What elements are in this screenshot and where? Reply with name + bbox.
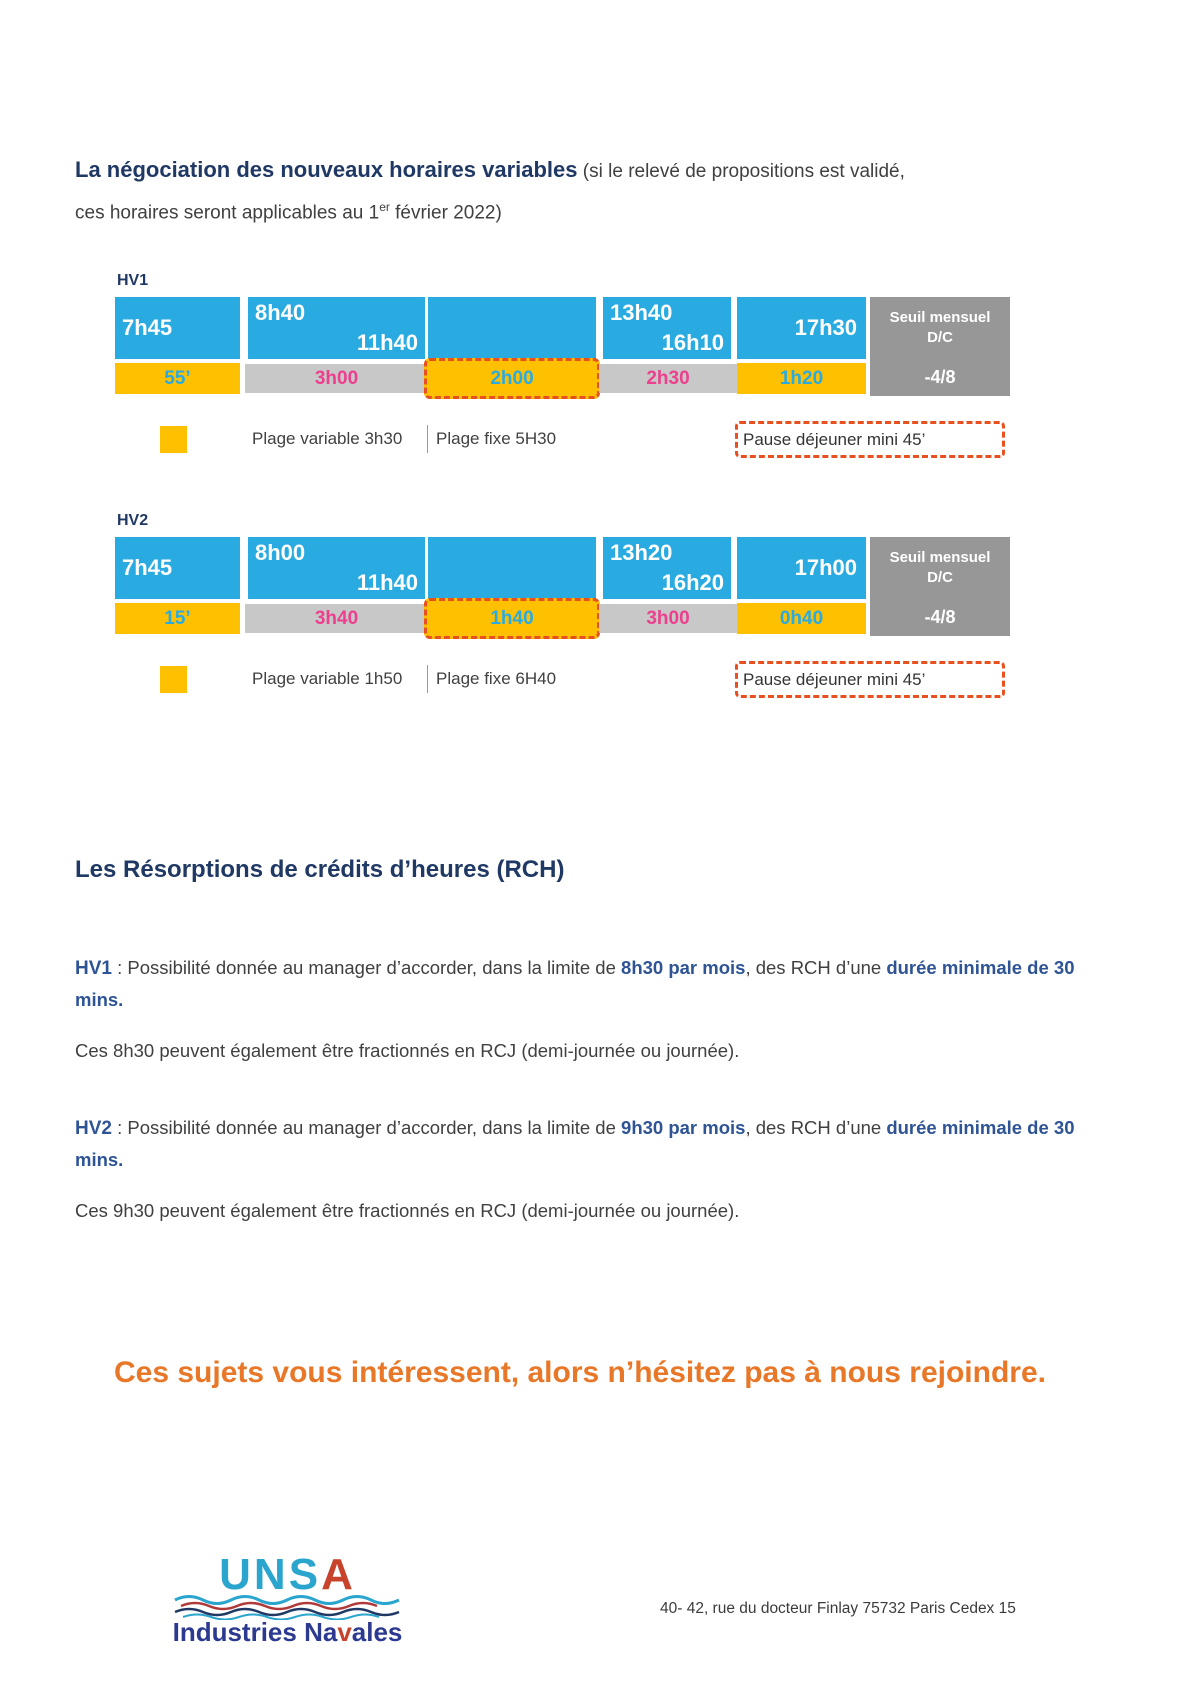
logo-letter-s: S [288, 1550, 322, 1599]
hv2-segment-evening-variable [737, 537, 866, 599]
call-to-action: Ces sujets vous intéressent, alors n’hésitez pas à nous rejoindre. [114, 1356, 1046, 1389]
hv1-legend-fixed: Plage fixe 5H30 [436, 429, 557, 448]
hv2-legend-fixed: Plage fixe 6H40 [436, 669, 557, 688]
hv2-lunch-break-callout: Pause déjeuner mini 45’ [735, 661, 1005, 698]
hv1-threshold-line2: D/C [927, 329, 953, 346]
logo-subtitle-a: Industries Na [172, 1617, 338, 1647]
hv1-duration-fixed-morning: 3h00 [245, 364, 428, 393]
logo-letter-u: U [219, 1550, 254, 1599]
hv2-duration-fixed-afternoon: 3h00 [599, 604, 737, 633]
hv1-duration-variable-morning: 55’ [115, 363, 240, 394]
rch-hv2-text-b: , des RCH d’une [745, 1117, 887, 1138]
logo-letter-n: N [253, 1550, 289, 1599]
hv1-monthly-threshold-box [870, 297, 1010, 396]
hv2-monthly-threshold-box [870, 537, 1010, 636]
rch-hv1-text-a: Possibilité donnée au manager d’accorder, dans la limite de [127, 957, 622, 978]
hv2-variable-range-swatch-icon [160, 666, 187, 693]
rch-hv2-text-a: Possibilité donnée au manager d’accorder, dans la limite de [127, 1117, 622, 1138]
hv1-threshold-value: -4/8 [924, 367, 956, 387]
hv2-segment-morning-variable [115, 537, 240, 599]
hv2-threshold-value: -4/8 [924, 607, 956, 627]
rch-hv1-limit: 8h30 par mois [621, 957, 746, 978]
hv1-variable-range-swatch-icon [160, 426, 187, 453]
unsa-logo [165, 1552, 410, 1648]
footer-address: 40- 42, rue du docteur Finlay 75732 Paris Cedex 15 [660, 1600, 1016, 1617]
hv2-threshold-title [870, 537, 1010, 599]
hv1-duration-lunch-window: 2h00 [424, 358, 600, 399]
hv2-threshold-line2: D/C [927, 569, 953, 586]
hv2-duration-lunch-window: 1h40 [424, 598, 600, 639]
title-line-2 [75, 190, 1075, 230]
subtitle-text-a: ces horaires seront applicables au 1 [75, 202, 380, 224]
hv2-duration-variable-evening: 0h40 [737, 603, 866, 634]
title-line-1 [75, 152, 1075, 190]
hv1-segment-afternoon-fixed [603, 297, 731, 359]
hv1-duration-fixed-afternoon: 2h30 [599, 364, 737, 393]
title-main: La négociation des nouveaux horaires variables [75, 157, 578, 182]
rch-hv2-separator: : [111, 1117, 128, 1138]
hv1-time-0745: 7h45 [122, 315, 173, 340]
hv1-time-1730: 17h30 [794, 315, 857, 340]
hv2-time-0800: 8h00 [255, 540, 306, 565]
hv2-time-1320: 13h20 [610, 540, 673, 565]
logo-subtitle-v: v [337, 1617, 352, 1647]
hv1-legend-variable: Plage variable 3h30 [252, 429, 403, 448]
hv2-legend-variable: Plage variable 1h50 [252, 669, 403, 688]
hv1-threshold-line1: Seuil mensuel [889, 309, 991, 326]
hv1-segment-morning-variable [115, 297, 240, 359]
subtitle-superscript: er [379, 200, 390, 214]
unsa-logo-acronym [165, 1552, 410, 1598]
hv2-legend-divider [427, 665, 428, 693]
hv1-schedule-diagram [115, 272, 1010, 462]
hv1-duration-variable-evening: 1h20 [737, 363, 866, 394]
hv2-time-1140: 11h40 [356, 570, 418, 595]
title-paren: (si le relevé de propositions est validé, [577, 161, 905, 182]
hv1-label: HV1 [117, 272, 149, 289]
hv1-time-1140: 11h40 [356, 330, 418, 355]
subtitle-text-b: février 2022) [389, 202, 502, 224]
hv1-segment-evening-variable [737, 297, 866, 359]
document-title [75, 152, 1075, 230]
hv2-duration-variable-morning: 15’ [115, 603, 240, 634]
hv2-timeline [115, 537, 1010, 636]
hv1-time-1610: 16h10 [661, 330, 724, 355]
hv1-legend [115, 421, 1010, 458]
hv2-duration-fixed-morning: 3h40 [245, 604, 428, 633]
hv2-segment-morning-fixed [248, 537, 425, 599]
hv2-label: HV2 [117, 512, 149, 529]
hv1-legend-divider [427, 425, 428, 453]
hv1-timeline [115, 297, 1010, 396]
hv2-legend [115, 661, 1010, 698]
rch-hv1-separator: : [111, 957, 128, 978]
hv2-time-1620: 16h20 [661, 570, 724, 595]
rch-hv1-text-b: , des RCH d’une [745, 957, 887, 978]
hv1-threshold-title [870, 297, 1010, 359]
logo-subtitle-b: ales [351, 1617, 403, 1647]
unsa-logo-subtitle [165, 1617, 410, 1648]
hv1-time-0840: 8h40 [255, 300, 306, 325]
rch-hv1-note: Ces 8h30 peuvent également être fractionnés en RCJ (demi-journée ou journée). [75, 1040, 740, 1061]
rch-hv1-min-duration: durée minimale de 30 mins. [75, 957, 1075, 1010]
hv1-segment-morning-fixed [248, 297, 425, 359]
hv1-time-1340: 13h40 [610, 300, 673, 325]
hv1-segment-midday [428, 297, 596, 359]
rch-hv1-label: HV1 [75, 958, 112, 979]
rch-hv2-paragraph [75, 1112, 1075, 1175]
hv2-schedule-diagram [115, 512, 1010, 702]
rch-hv2-label: HV2 [75, 1118, 112, 1139]
hv2-time-0745: 7h45 [122, 555, 173, 580]
hv2-segment-midday [428, 537, 596, 599]
hv2-threshold-line1: Seuil mensuel [889, 549, 991, 566]
rch-hv2-min-duration: durée minimale de 30 mins. [75, 1117, 1075, 1170]
logo-letter-a: A [321, 1550, 356, 1599]
hv2-segment-afternoon-fixed [603, 537, 731, 599]
rch-hv2-limit: 9h30 par mois [621, 1117, 746, 1138]
rch-hv1-paragraph [75, 952, 1075, 1015]
hv2-time-1700: 17h00 [794, 555, 857, 580]
rch-section-heading: Les Résorptions de crédits d’heures (RCH) [75, 856, 565, 883]
hv1-lunch-break-callout: Pause déjeuner mini 45’ [735, 421, 1005, 458]
rch-hv2-note: Ces 9h30 peuvent également être fractionnés en RCJ (demi-journée ou journée). [75, 1200, 740, 1221]
